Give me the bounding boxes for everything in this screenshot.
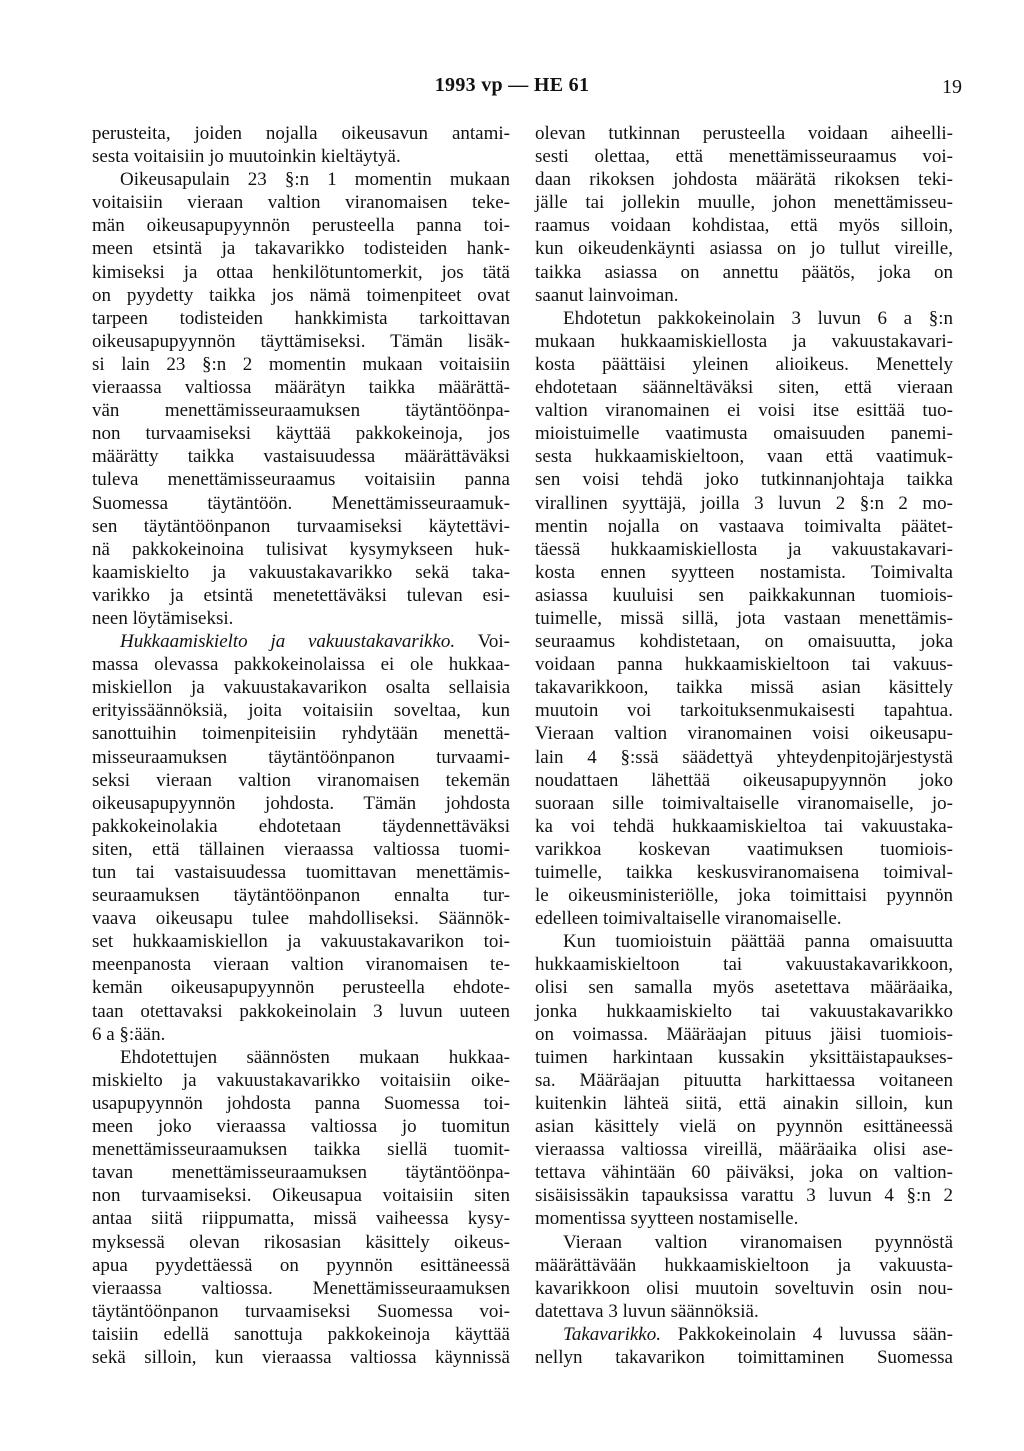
line-text: Voi- bbox=[455, 631, 510, 653]
text-line: kemän oikeusapupyynnön perusteella ehdote- bbox=[92, 977, 510, 999]
text-line: sen voisi tehdä joko tutkinnanjohtaja taikka bbox=[535, 469, 953, 491]
text-line: varikko ja etsintä menetettäväksi tulevan esi- bbox=[92, 584, 510, 606]
text-line: tavan menettämisseuraamuksen täytäntöönpa- bbox=[92, 1162, 510, 1184]
text-line: seuraamus kohdistetaan, on omaisuutta, joka bbox=[535, 631, 953, 653]
text-line: meenpanosta vieraan valtion viranomaisen te- bbox=[92, 954, 510, 976]
text-line: momentissa syytteen nostamiselle. bbox=[535, 1208, 799, 1230]
text-line: non turvaamiseksi. Oikeusapua voitaisiin siten bbox=[92, 1185, 510, 1207]
text-line: sesta voitaisiin jo muutoinkin kieltäytyä. bbox=[92, 146, 401, 168]
text-line: raamus voidaan kohdistaa, että myös silloin, bbox=[535, 215, 953, 237]
text-line: kosta päättäisi yleinen alioikeus. Menettely bbox=[535, 353, 953, 375]
text-line: taisiin edellä sanottuja pakkokeinoja käyttää bbox=[92, 1323, 510, 1345]
text-line: massa olevassa pakkokeinolaissa ei ole hukkaa- bbox=[92, 654, 510, 676]
text-line: Kun tuomioistuin päättää panna omaisuutta bbox=[563, 931, 953, 953]
text-line: neen löytämiseksi. bbox=[92, 607, 234, 629]
text-line bbox=[535, 1323, 953, 1346]
document-title: 1993 vp — HE 61 bbox=[434, 74, 590, 96]
text-line: pakkokeinolakia ehdotetaan täydennettäväksi bbox=[92, 815, 510, 837]
text-line: sekä silloin, kun vieraassa valtiossa käynnissä bbox=[92, 1346, 510, 1368]
text-line: saanut lainvoiman. bbox=[535, 284, 679, 306]
text-line: tuimen harkintaan kussakin yksittäistapaukses- bbox=[535, 1046, 953, 1068]
text-line: tettava vähintään 60 päiväksi, joka on valtion- bbox=[535, 1162, 953, 1184]
text-line: kosta ennen syytteen nostamista. Toimivalta bbox=[535, 561, 953, 583]
text-line: määrätty taikka vastaisuudessa määrättäväksi bbox=[92, 446, 510, 468]
text-line: kuitenkin lähteä siitä, että ainakin silloin, kun bbox=[535, 1092, 953, 1114]
text-line: Vieraan valtion viranomaisen pyynnöstä bbox=[563, 1231, 953, 1253]
text-line: valtion viranomainen ei voisi itse esittää tuo- bbox=[535, 400, 953, 422]
text-line: set hukkaamiskiellon ja vakuustakavarikon toi- bbox=[92, 931, 510, 953]
text-line: usapupyynnön johdosta panna Suomessa toi- bbox=[92, 1092, 510, 1114]
text-line: seksi vieraan valtion viranomaisen tekemän bbox=[92, 769, 510, 791]
text-line: tuleva menettämisseuraamus voitaisiin panna bbox=[92, 469, 510, 491]
text-line: si lain 23 §:n 2 momentin mukaan voitaisiin bbox=[92, 353, 510, 375]
text-line: ehdotetaan säänneltäväksi siten, että vieraan bbox=[535, 377, 953, 399]
text-line: kavarikkoon olisi muutoin soveltuvin osin nou- bbox=[535, 1277, 953, 1299]
text-line: menettämisseuraamuksen taikka siellä tuomit- bbox=[92, 1139, 510, 1161]
text-line: edelleen toimivaltaiselle viranomaiselle. bbox=[535, 908, 842, 930]
text-line: 6 a §:ään. bbox=[92, 1023, 166, 1045]
text-line: misseuraamuksen täytäntöönpanon turvaami- bbox=[92, 746, 510, 768]
section-heading: Hukkaamiskielto ja vakuustakavarikko. bbox=[120, 631, 456, 653]
text-line: hukkaamiskieltoon tai vakuustakavarikkoon, bbox=[535, 954, 953, 976]
text-line: datettava 3 luvun säännöksiä. bbox=[535, 1300, 759, 1322]
text-line: Suomessa täytäntöön. Menettämisseuraamuk- bbox=[92, 492, 510, 514]
text-line: vieraassa valtiossa määrätyn taikka määrättä- bbox=[92, 377, 510, 399]
text-line: kun oikeudenkäynti asiassa on jo tullut vireille, bbox=[535, 238, 953, 260]
text-line: varikkoa koskevan vaatimuksen tuomiois- bbox=[535, 838, 953, 860]
text-line: Vieraan valtion viranomainen voisi oikeusapu- bbox=[535, 723, 953, 745]
text-line: le oikeusministeriölle, joka toimittaisi pyynnön bbox=[535, 885, 953, 907]
text-line: suoraan sille toimivaltaiselle viranomaiselle, jo- bbox=[535, 792, 953, 814]
text-line: tarpeen todisteiden hankkimista tarkoittavan bbox=[92, 307, 510, 329]
text-line: muutoin voi tarkoituksenmukaisesti tapahtua. bbox=[535, 700, 953, 722]
text-line: daan rikoksen johdosta määrätä rikoksen teki- bbox=[535, 169, 953, 191]
page-header bbox=[0, 74, 1024, 104]
text-line: on voimassa. Määräajan pituus jäisi tuomiois- bbox=[535, 1023, 953, 1045]
text-line: siten, että tällainen vieraassa valtiossa tuomi- bbox=[92, 838, 510, 860]
text-line: takavarikkoon, taikka missä asian käsittely bbox=[535, 677, 953, 699]
text-line: sesti olettaa, että menettämisseuraamus voi- bbox=[535, 146, 953, 168]
text-line: vän menettämisseuraamuksen täytäntöönpa- bbox=[92, 400, 510, 422]
page-number: 19 bbox=[942, 76, 962, 98]
text-line: mukaan hukkaamiskiellosta ja vakuustakavari- bbox=[535, 330, 953, 352]
text-line: lain 4 §:ssä säädettyä yhteydenpitojärjestystä bbox=[535, 746, 953, 768]
text-line: oikeusapupyynnön täyttämiseksi. Tämän lisäk- bbox=[92, 330, 510, 352]
text-line: mentin nojalla on vastaava toimivalta päätet- bbox=[535, 515, 953, 537]
text-line: on pyydetty taikka jos nämä toimenpiteet ovat bbox=[92, 284, 510, 306]
text-line: Ehdotetun pakkokeinolain 3 luvun 6 a §:n bbox=[563, 307, 953, 329]
text-line: kimiseksi ja ottaa henkilötuntomerkit, jos tätä bbox=[92, 261, 510, 283]
text-line: sesta hukkaamiskieltoon, vaan että vaatimuk- bbox=[535, 446, 953, 468]
text-line: apua pyydettäessä on pyynnön esittäneessä bbox=[92, 1254, 510, 1276]
text-line: täessä hukkaamiskiellosta ja vakuustakavari- bbox=[535, 538, 953, 560]
text-line: jälle tai jollekin muulle, johon menettämisseu- bbox=[535, 192, 953, 214]
text-line: taan otettavaksi pakkokeinolain 3 luvun uuteen bbox=[92, 1000, 510, 1022]
text-line: jonka hukkaamiskielto tai vakuustakavarikko bbox=[535, 1000, 953, 1022]
text-line: erityissäännöksiä, joita voitaisiin soveltaa, kun bbox=[92, 700, 510, 722]
text-line: Oikeusapulain 23 §:n 1 momentin mukaan bbox=[120, 169, 510, 191]
text-line: vaava oikeusapu tulee mahdolliseksi. Säännök- bbox=[92, 908, 510, 930]
text-line: täytäntöönpanon turvaamiseksi Suomessa voi- bbox=[92, 1300, 510, 1322]
text-line: vieraassa valtiossa. Menettämisseuraamuksen bbox=[92, 1277, 510, 1299]
text-line: olisi sen samalla myös asetettava määräaika, bbox=[535, 977, 953, 999]
line-text: Pakkokeinolain 4 luvussa sään- bbox=[660, 1323, 953, 1345]
text-line: nellyn takavarikon toimittaminen Suomessa bbox=[535, 1346, 953, 1368]
text-line: noudattaen lähettää oikeusapupyynnön joko bbox=[535, 769, 953, 791]
text-line: vieraassa valtiossa vireillä, määräaika olisi ase- bbox=[535, 1139, 953, 1161]
text-line: män oikeusapupyynnön perusteella panna toi- bbox=[92, 215, 510, 237]
text-line: nä pakkokeinoina tulisivat kysymykseen huk- bbox=[92, 538, 510, 560]
text-line: sanottuihin toimenpiteisiin ryhdytään menettä- bbox=[92, 723, 510, 745]
text-line: perusteita, joiden nojalla oikeusavun antami- bbox=[92, 123, 510, 144]
left-text-column bbox=[92, 122, 510, 1369]
text-line: ka voi tehdä hukkaamiskieltoa tai vakuustaka- bbox=[535, 815, 953, 837]
section-heading: Takavarikko. bbox=[563, 1323, 661, 1345]
text-line: myksessä olevan rikosasian käsittely oikeus- bbox=[92, 1231, 510, 1253]
text-line: tuimelle, taikka keskusviranomaisena toimival- bbox=[535, 862, 953, 883]
text-line bbox=[92, 630, 510, 653]
text-line: sen täytäntöönpanon turvaamiseksi käytettävi- bbox=[92, 515, 510, 537]
text-line: miskiellon ja vakuustakavarikon osalta sellaisia bbox=[92, 677, 510, 699]
text-line: asiassa kuuluisi sen paikkakunnan tuomiois- bbox=[535, 584, 953, 606]
text-line: Ehdotettujen säännösten mukaan hukkaa- bbox=[120, 1046, 510, 1068]
text-line: meen joko vieraassa valtiossa jo tuomitun bbox=[92, 1116, 510, 1138]
text-line: miskielto ja vakuustakavarikko voitaisiin oike- bbox=[92, 1069, 510, 1091]
text-line: virallinen syyttäjä, joilla 3 luvun 2 §:n 2 mo- bbox=[535, 492, 953, 514]
right-text-column bbox=[535, 122, 953, 1369]
text-line: voitaisiin vieraan valtion viranomaisen teke- bbox=[92, 192, 510, 214]
text-line: kaamiskielto ja vakuustakavarikko sekä taka- bbox=[92, 561, 510, 583]
text-line: asian käsittely vielä on pyynnön esittäneessä bbox=[535, 1116, 953, 1138]
text-line: tun tai vastaisuudessa tuomittavan menettämis- bbox=[92, 862, 510, 883]
text-line: mioistuimelle vaatimusta omaisuuden panemi- bbox=[535, 423, 953, 445]
text-line: non turvaamiseksi käyttää pakkokeinoja, jos bbox=[92, 423, 510, 445]
text-line: oikeusapupyynnön johdosta. Tämän johdosta bbox=[92, 792, 510, 814]
text-line: sisäisissäkin tapauksissa varattu 3 luvun 4 §:n 2 bbox=[535, 1185, 953, 1207]
text-line: voidaan panna hukkaamiskieltoon tai vakuus- bbox=[535, 654, 953, 676]
text-line: sa. Määräajan pituutta harkittaessa voitaneen bbox=[535, 1069, 953, 1091]
text-line: seuraamuksen täytäntöönpanon ennalta tur- bbox=[92, 885, 510, 907]
text-line: meen etsintä ja takavarikko todisteiden hank- bbox=[92, 238, 510, 260]
text-line: taikka asiassa on annettu päätös, joka on bbox=[535, 261, 953, 283]
text-line: antaa siitä riippumatta, missä vaiheessa kysy- bbox=[92, 1208, 510, 1230]
text-line: olevan tutkinnan perusteella voidaan aiheelli- bbox=[535, 123, 953, 144]
text-line: tuimelle, missä sillä, jota vastaan menettämis- bbox=[535, 607, 953, 629]
text-line: määrättävään hukkaamiskieltoon ja vakuusta- bbox=[535, 1254, 953, 1276]
